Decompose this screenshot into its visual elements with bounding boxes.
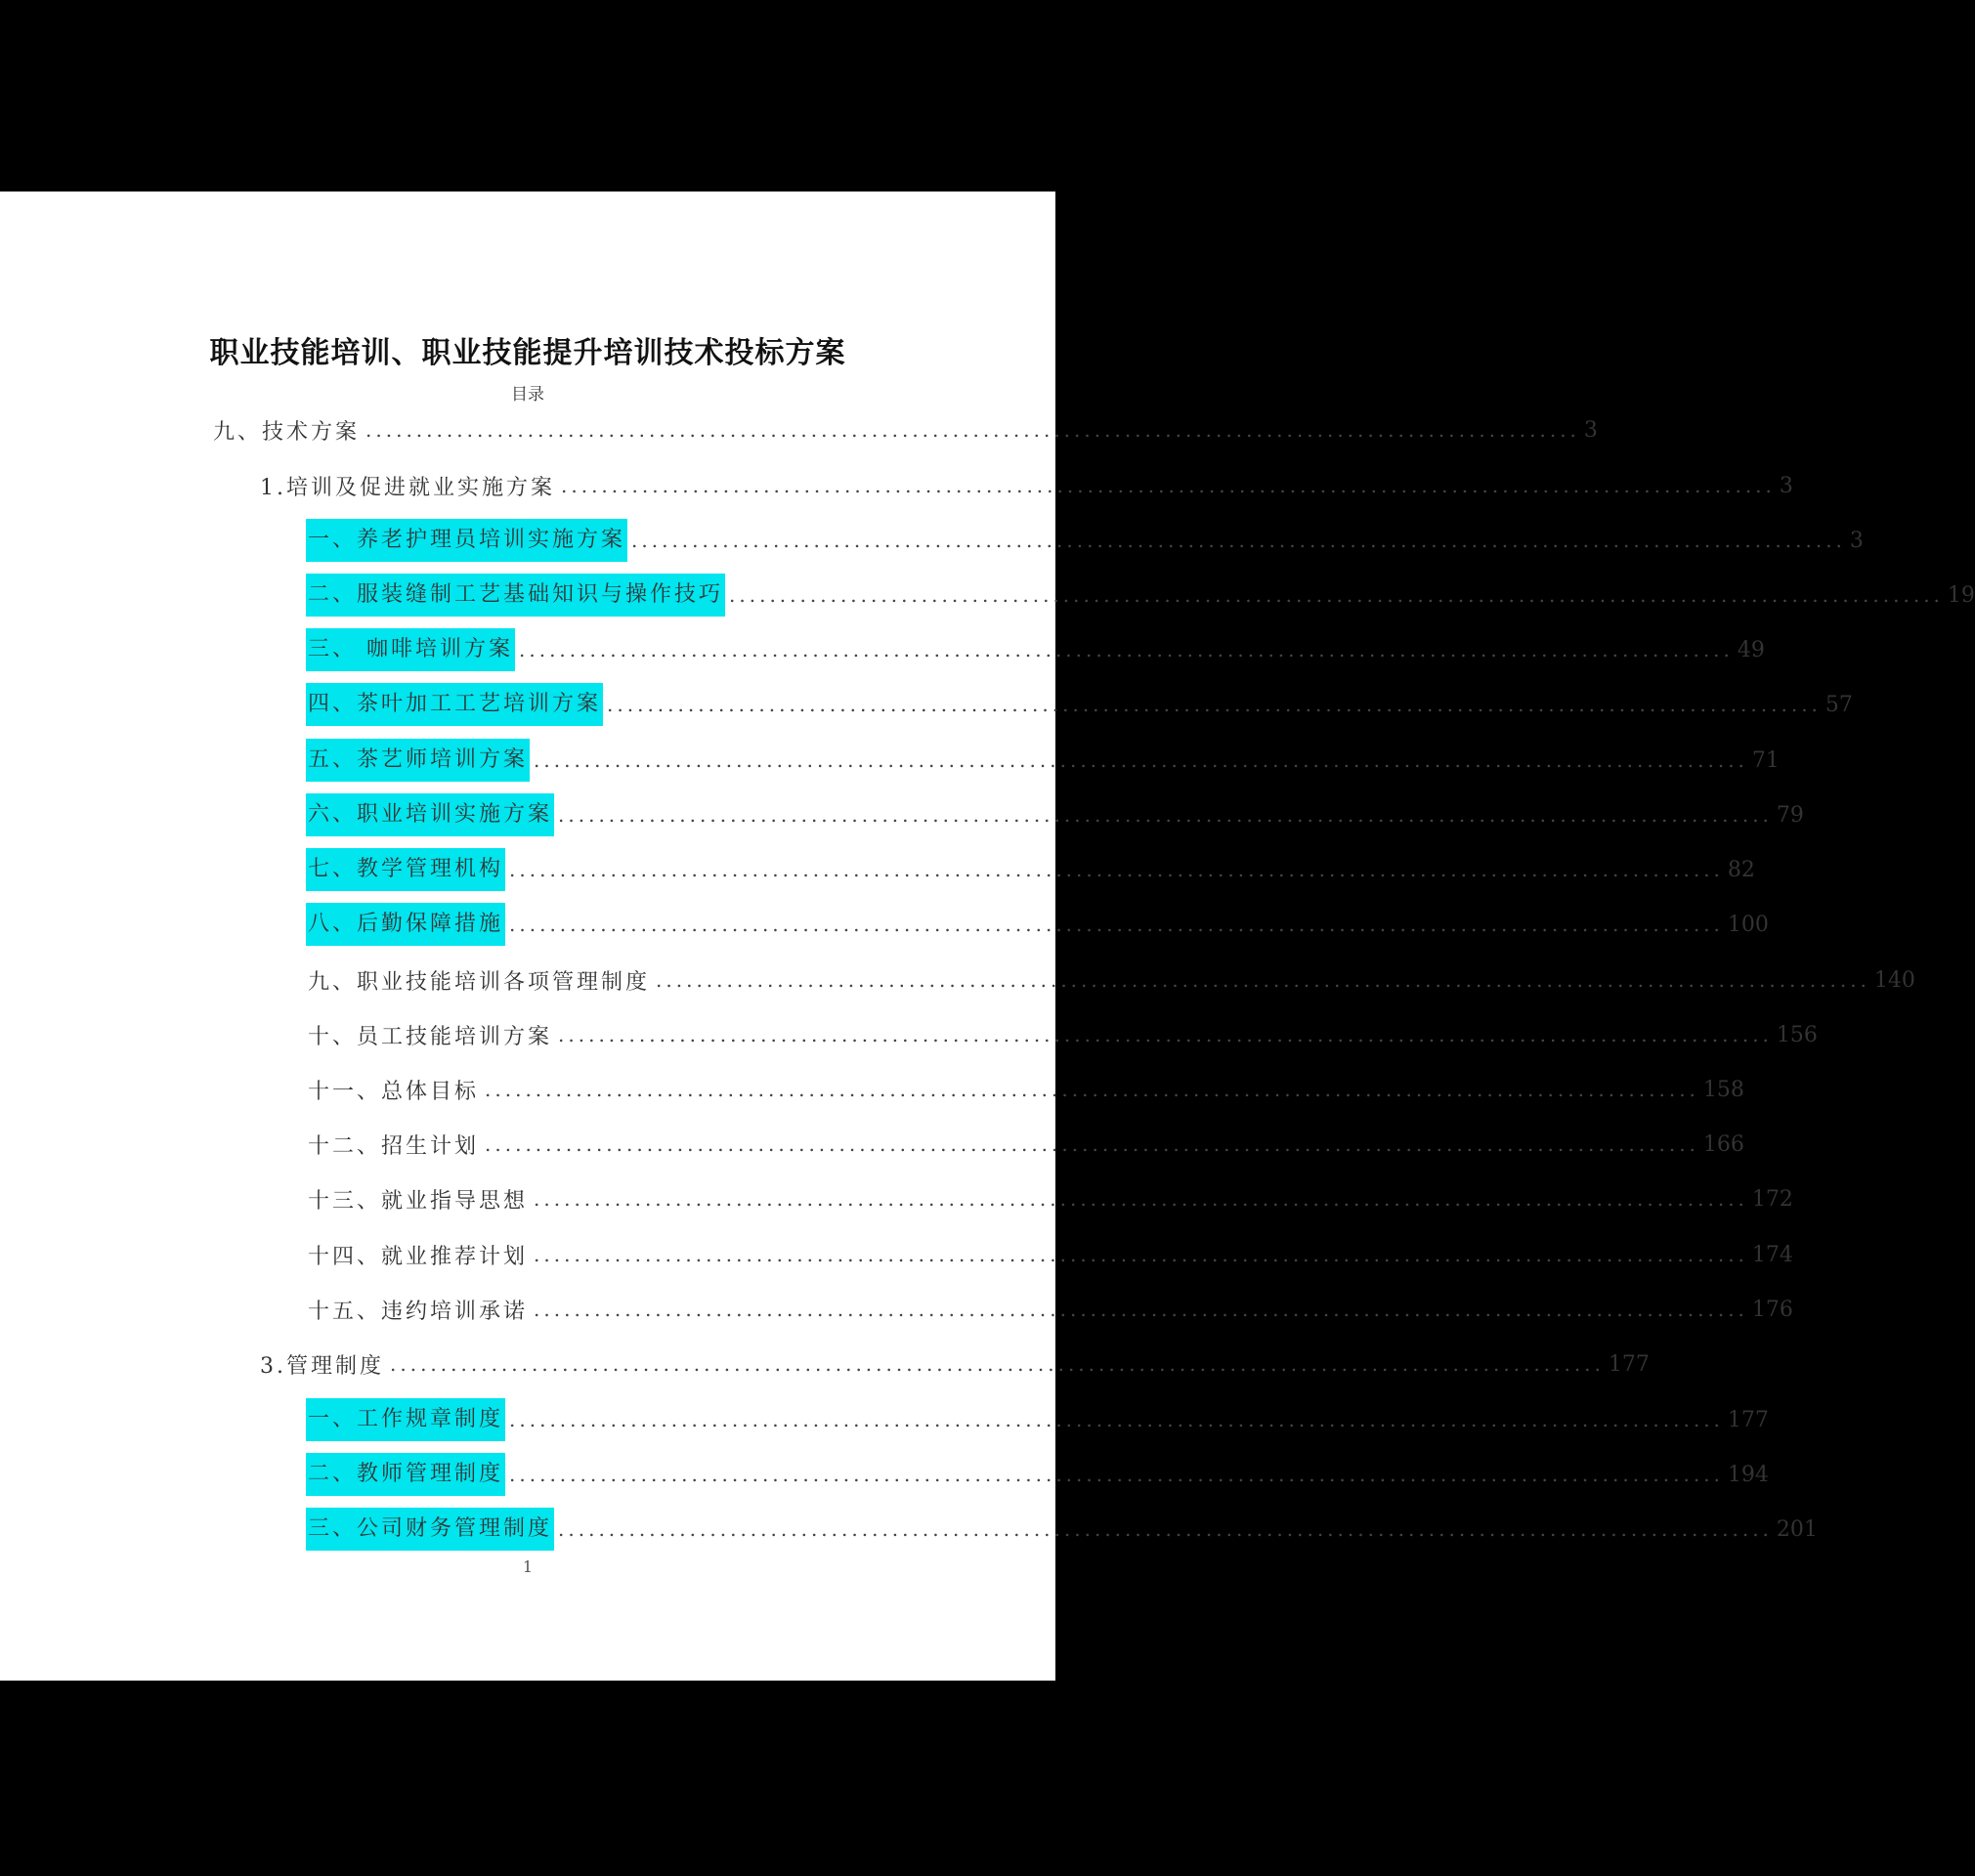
- toc-entry[interactable]: [306, 793, 1804, 836]
- toc-entry-page: 19: [1947, 582, 1975, 608]
- toc-entry-label: 3.管理制度: [260, 1353, 384, 1379]
- toc-leader-dots: ........................................................................................................................: [607, 693, 1822, 716]
- toc-leader-dots: ........................................................................................................................: [509, 858, 1724, 881]
- toc-entry-label: 十、员工技能培训方案: [308, 1024, 553, 1049]
- toc-entry[interactable]: [306, 1013, 1818, 1056]
- toc-entry-page: 71: [1751, 747, 1780, 773]
- toc-entry[interactable]: [258, 1343, 1650, 1386]
- toc-entry[interactable]: [306, 683, 1853, 726]
- toc-entry[interactable]: [306, 1068, 1744, 1111]
- toc-entry-label: 十四、就业推荐计划: [308, 1244, 529, 1269]
- toc-entry[interactable]: [306, 739, 1780, 782]
- toc-entry-page: 201: [1776, 1516, 1818, 1542]
- toc-leader-dots: ........................................................................................................................: [365, 418, 1580, 442]
- toc-entry[interactable]: [306, 519, 1864, 562]
- toc-leader-dots: ........................................................................................................................: [509, 1463, 1724, 1486]
- toc-entry-label: 十五、违约培训承诺: [308, 1299, 529, 1324]
- toc-entry-label: 1.培训及促进就业实施方案: [260, 475, 555, 500]
- toc-entry[interactable]: [306, 1453, 1769, 1496]
- toc-leader-dots: ........................................................................................................................: [558, 1517, 1773, 1541]
- toc-entry-page: 3: [1779, 473, 1793, 498]
- toc-entry-label: 五、茶艺师培训方案: [306, 739, 530, 782]
- toc-entry[interactable]: [306, 959, 1915, 1002]
- toc-entry[interactable]: [306, 1177, 1793, 1220]
- toc-entry-label: 二、教师管理制度: [306, 1453, 505, 1496]
- toc-leader-dots: ........................................................................................................................: [485, 1078, 1699, 1101]
- toc-entry[interactable]: [306, 1508, 1818, 1551]
- toc-leader-dots: ........................................................................................................................: [561, 474, 1776, 497]
- toc-leader-dots: ........................................................................................................................: [509, 913, 1724, 936]
- toc-leader-dots: ........................................................................................................................: [534, 1187, 1748, 1211]
- toc-entry-page: 194: [1727, 1462, 1769, 1487]
- toc-entry-label: 四、茶叶加工工艺培训方案: [306, 683, 603, 726]
- toc-entry-page: 156: [1776, 1022, 1818, 1047]
- toc-leader-dots: ........................................................................................................................: [656, 968, 1870, 992]
- toc-entry[interactable]: [211, 408, 1598, 451]
- toc-entry-page: 166: [1702, 1131, 1744, 1157]
- toc-leader-dots: ........................................................................................................................: [631, 529, 1846, 552]
- toc-entry-page: 176: [1751, 1297, 1793, 1322]
- toc-entry-label: 十三、就业指导思想: [308, 1188, 529, 1214]
- toc-entry-label: 十二、招生计划: [308, 1133, 480, 1159]
- toc-entry-page: 57: [1825, 692, 1853, 717]
- toc-entry-page: 79: [1776, 802, 1804, 828]
- toc-leader-dots: ........................................................................................................................: [519, 638, 1734, 661]
- document-page: [0, 192, 1975, 1681]
- toc-entry[interactable]: [306, 848, 1755, 891]
- toc-entry[interactable]: [258, 464, 1793, 507]
- toc-entry-label: 一、养老护理员培训实施方案: [306, 519, 627, 562]
- toc-entry[interactable]: [306, 903, 1769, 946]
- toc-entry-label: 十一、总体目标: [308, 1079, 480, 1104]
- toc-entry-page: 158: [1702, 1077, 1744, 1102]
- toc-entry[interactable]: [306, 1233, 1793, 1276]
- toc-entry-label: 八、后勤保障措施: [306, 903, 505, 946]
- document-title: 职业技能培训、职业技能提升培训技术投标方案: [209, 336, 846, 370]
- toc-leader-dots: ........................................................................................................................: [534, 748, 1748, 772]
- toc-entry-page: 49: [1737, 637, 1765, 662]
- toc-entry-page: 172: [1751, 1186, 1793, 1212]
- toc-entry-page: 140: [1873, 967, 1915, 993]
- toc-leader-dots: ........................................................................................................................: [558, 803, 1773, 827]
- toc-leader-dots: ........................................................................................................................: [729, 583, 1944, 607]
- toc-entry[interactable]: [306, 1288, 1793, 1331]
- toc-entry-label: 三、公司财务管理制度: [306, 1508, 554, 1551]
- toc-entry-page: 174: [1751, 1242, 1793, 1267]
- toc-entry-page: 177: [1727, 1407, 1769, 1432]
- toc-entry-page: 177: [1608, 1351, 1650, 1377]
- toc-entry-page: 82: [1727, 857, 1755, 882]
- toc-entry-label: 一、工作规章制度: [306, 1398, 505, 1441]
- toc-entry-page: 3: [1849, 528, 1864, 553]
- toc-entry[interactable]: [306, 574, 1975, 617]
- toc-entry[interactable]: [306, 1123, 1744, 1166]
- toc-entry-label: 九、职业技能培训各项管理制度: [308, 969, 651, 995]
- toc-entry-label: 二、服装缝制工艺基础知识与操作技巧: [306, 574, 725, 617]
- toc-leader-dots: ........................................................................................................................: [485, 1132, 1699, 1156]
- page-number: 1: [522, 1557, 534, 1576]
- toc-heading: 目录: [511, 385, 544, 405]
- toc-entry-page: 100: [1727, 912, 1769, 937]
- toc-entry-label: 七、教学管理机构: [306, 848, 505, 891]
- toc-entry-label: 六、职业培训实施方案: [306, 793, 554, 836]
- toc-entry-label: 三、 咖啡培训方案: [306, 628, 515, 671]
- toc-entry[interactable]: [306, 628, 1765, 671]
- toc-leader-dots: ........................................................................................................................: [390, 1352, 1605, 1376]
- toc-leader-dots: ........................................................................................................................: [534, 1243, 1748, 1266]
- toc-entry[interactable]: [306, 1398, 1769, 1441]
- toc-leader-dots: ........................................................................................................................: [558, 1023, 1773, 1046]
- toc-leader-dots: ........................................................................................................................: [509, 1408, 1724, 1431]
- toc-entry-label: 九、技术方案: [213, 419, 361, 445]
- toc-leader-dots: ........................................................................................................................: [534, 1298, 1748, 1321]
- toc-entry-page: 3: [1583, 417, 1598, 443]
